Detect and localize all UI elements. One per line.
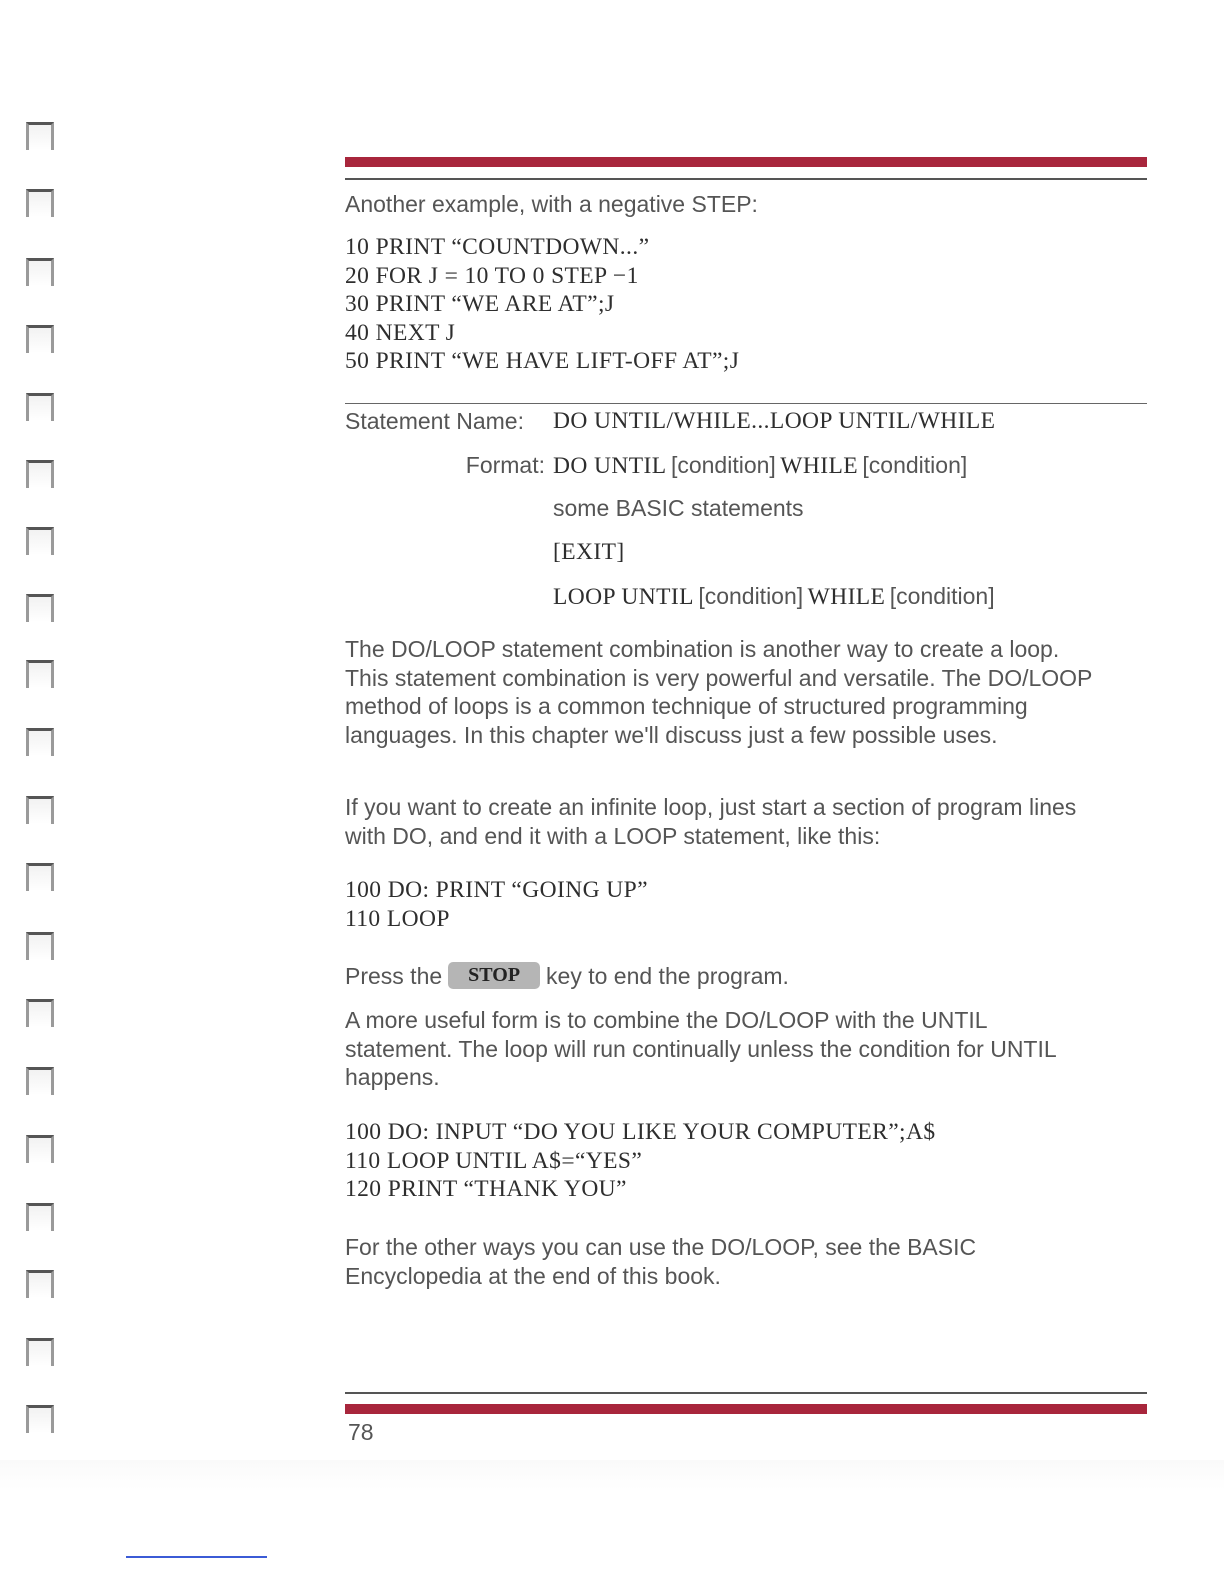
format-keyword: DO UNTIL xyxy=(553,453,667,479)
header-accent-rule xyxy=(345,157,1147,167)
paragraph-doloop-intro: The DO/LOOP statement combination is another way to create a loop. This statement combination is very powerful and versatile. The DO/LOOP method of loops is a common technique of structured programming languages. In this chapter we'll discuss just a few possible uses. xyxy=(345,636,1092,748)
binding-ring-icon xyxy=(26,527,54,555)
code-line: 100 DO: PRINT “GOING UP” xyxy=(345,877,648,903)
binding-ring-icon xyxy=(26,932,54,960)
section-divider xyxy=(345,403,1147,404)
code-line: 110 LOOP UNTIL A$=“YES” xyxy=(345,1147,643,1174)
code-block-going-up xyxy=(345,876,648,933)
binding-ring-icon xyxy=(26,1338,54,1366)
format-keyword: WHILE xyxy=(780,453,858,479)
format-line: some BASIC statements xyxy=(553,495,804,521)
format-argument: [condition] xyxy=(862,452,968,478)
format-argument: [condition] xyxy=(698,583,804,609)
code-line: 10 PRINT “COUNTDOWN...” xyxy=(345,234,650,260)
footer-thin-rule xyxy=(345,1392,1147,1394)
format-keyword: LOOP UNTIL xyxy=(553,584,694,610)
binding-ring-icon xyxy=(26,393,54,421)
binding-ring-icon xyxy=(26,1270,54,1298)
binding-ring-icon xyxy=(26,460,54,488)
format-line xyxy=(553,582,995,612)
binding-ring-icon xyxy=(26,660,54,688)
page-number: 78 xyxy=(348,1419,374,1445)
format-line: [EXIT] xyxy=(553,539,625,565)
code-line: 110 LOOP xyxy=(345,905,450,932)
paragraph-encyclopedia: For the other ways you can use the DO/LOOP, see the BASIC Encyclopedia at the end of this book. xyxy=(345,1234,977,1289)
press-text: key to end the program. xyxy=(546,963,789,989)
binding-ring-icon xyxy=(26,863,54,891)
binding-ring-icon xyxy=(26,728,54,756)
binding-ring-icon xyxy=(26,189,54,217)
binding-ring-icon xyxy=(26,1405,54,1433)
code-block-countdown xyxy=(345,233,739,376)
code-line: 120 PRINT “THANK YOU” xyxy=(345,1176,627,1202)
binding-ring-icon xyxy=(26,999,54,1027)
spiral-binding xyxy=(22,0,62,1584)
statement-name-label: Statement Name: xyxy=(345,408,524,434)
format-label: Format: xyxy=(465,452,545,478)
header-thin-rule xyxy=(345,178,1147,180)
code-line: 40 NEXT J xyxy=(345,319,456,346)
binding-ring-icon xyxy=(26,325,54,353)
binding-ring-icon xyxy=(26,122,54,150)
code-block-computer xyxy=(345,1118,936,1204)
binding-ring-icon xyxy=(26,1203,54,1231)
binding-ring-icon xyxy=(26,1135,54,1163)
code-line: 50 PRINT “WE HAVE LIFT-OFF AT”;J xyxy=(345,348,740,374)
statement-name-value: DO UNTIL/WHILE...LOOP UNTIL/WHILE xyxy=(553,408,996,434)
format-line xyxy=(553,451,967,481)
format-argument: [condition] xyxy=(670,452,776,478)
paragraph-infinite-loop: If you want to create an infinite loop, just start a section of program lines with DO, and end it with a LOOP statement, like this: xyxy=(345,794,1077,849)
code-line: 20 FOR J = 10 TO 0 STEP −1 xyxy=(345,262,639,289)
format-argument: [condition] xyxy=(889,583,995,609)
binding-ring-icon xyxy=(26,1067,54,1095)
press-stop-line xyxy=(345,962,789,991)
press-text: Press the xyxy=(345,963,443,989)
format-keyword: WHILE xyxy=(807,584,886,610)
scan-shadow xyxy=(0,1460,1224,1490)
binding-ring-icon xyxy=(26,594,54,622)
stop-key-icon: STOP xyxy=(448,962,540,989)
binding-ring-icon xyxy=(26,796,54,824)
paragraph-until: A more useful form is to combine the DO/LOOP with the UNTIL statement. The loop will run continually unless the condition for UNTIL happens. xyxy=(345,1007,1056,1090)
link-underline xyxy=(126,1556,267,1558)
binding-ring-icon xyxy=(26,258,54,286)
intro-text: Another example, with a negative STEP: xyxy=(345,191,758,217)
code-line: 30 PRINT “WE ARE AT”;J xyxy=(345,291,615,317)
code-line: 100 DO: INPUT “DO YOU LIKE YOUR COMPUTER”;A$ xyxy=(345,1119,936,1145)
footer-accent-rule xyxy=(345,1404,1147,1414)
